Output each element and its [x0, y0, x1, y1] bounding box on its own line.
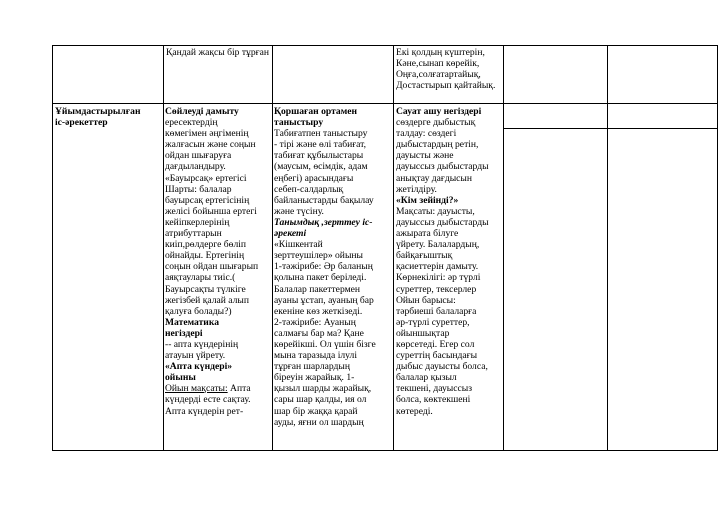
column-divider-3 — [393, 45, 394, 451]
table-border-bottom — [52, 450, 718, 451]
table-border-right — [717, 45, 718, 451]
row-heading: Ұйымдастырылған іс-әрекеттер — [55, 106, 141, 129]
section-title: Танымдық ,зерттеу іс- — [274, 216, 373, 228]
row-divider — [52, 103, 718, 104]
game-title: «Апта күндері» — [165, 361, 233, 373]
section-title: Қоршаған ортамен — [274, 106, 358, 117]
literacy-cell: Сауат ашу негіздері сөздерге дыбыстық талдау: сөздегі дыбыстардың ретін, дауысты және дауыссыз дыбыстарды анықтау дағдысын жетілдіру. «Кім зейінді?» Мақсаты: дауысты, дауыссыз дыбыстарды ажырата білуге үйрету. Балалардың, байқағыштық қасиеттерін дамыту. Көрнекілігі: әр түрлі суреттер, тексерлер Ойын барысы: тәрбиеші балаларға әр-түрлі суреттер, ойыншықтар көрсетеді. Егер сол суреттің басындағы дыбыс дауысты болса, балалар қызыл текшені, дауыссыз болса, көктекшені көтереді. — [396, 106, 502, 450]
column-divider-5 — [607, 45, 608, 451]
sub-row-divider — [503, 128, 718, 129]
section-title: Сауат ашу негіздері — [396, 106, 482, 117]
top-row-col2-text: Қандай жақсы бір тұрған — [166, 47, 269, 58]
game-title: «Кім зейінді?» — [396, 194, 459, 206]
environment-cell: Қоршаған ортамен таныстыру Табиғатпен таныстыру - тірі және өлі табиғат, табиғат құбылыстары (маусым, өсімдік, адам еңбегі) арасындағы себеп-салдарлық байланыстарды бақылау және түсіну. Танымдық ,зерттеу іс- әрекеті «Кішкентай зерттеушілер» ойыны 1-тәжірибе: Әр баланың қолына пакет беріледі. Балалар пакеттермен ауаны ұстап, ауаның бар екеніне көз жеткізеді. 2-тәжірибе: Ауаның салмағы бар ма? Қане көрейікші. Ол үшін бізге мына таразыда ілулі тұрған шарлардың біреуін жарайық. 1- қызыл шарды жарайық, сары шар қалды, ия ол шар бір жаққа қарай ауды, яғни ол шардың — [274, 106, 392, 450]
column-divider-4 — [503, 45, 504, 451]
top-row-col4-poem: Екі қолдың күштерін, Кәне,сынап көрейік, Оңға,солғатартайық, Достастырып қайтайық. — [396, 47, 496, 92]
section-title: Математика — [165, 316, 220, 328]
table-border-top — [52, 45, 718, 46]
section-title: Сөйлеуді дамыту — [165, 106, 239, 117]
speech-math-cell: Сөйлеуді дамыту ересектердің көмегімен әңгіменің жалғасын және соңын ойдан шығаруға дағдыландыру. «Бауырсақ» ертегісі Шарты: балалар бауырсақ ертегісінің желісі бойынша ертегі кейіпкерлерінің атрибуттарын киіп,рөлдерге бөліп ойнайды. Ертегінің соңын ойдан шығарып аяқтаулары тиіс.( Бауырсақты түлкіге жегізбей қалай алып қалуға болады?) Математика негіздері -- апта күндерінің атауын үйрету. «Апта күндері» ойыны Ойын мақсаты: Апта күндерді есте сақтау. Апта күндерін рет- — [165, 106, 272, 450]
table-border-left — [52, 45, 53, 451]
column-divider-1 — [163, 45, 164, 451]
column-divider-2 — [272, 45, 273, 451]
